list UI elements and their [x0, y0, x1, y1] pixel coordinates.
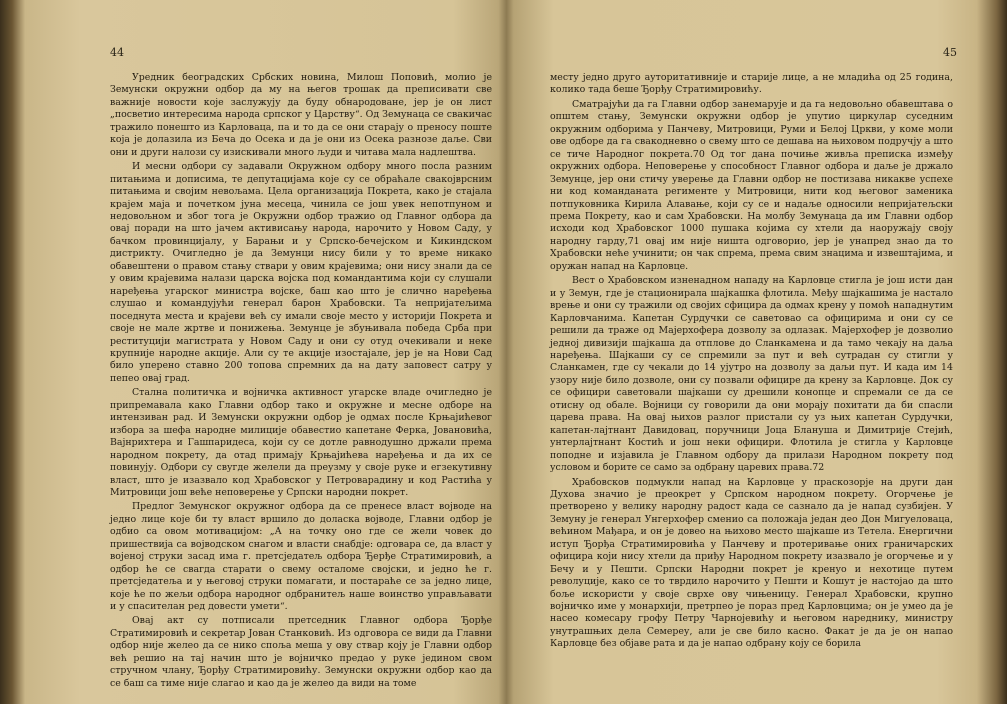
paragraph: И месни одбори су задавали Окружном одбору много посла разним питањима и дописима, те депутацијама које су се обраћале свакојврсним питањима и својим невољама. Цела организација Покрета, како је стајала крајем маја и почетком јуна месеца, чинила се још увек непотпуном и недовољном и због тога је Окружни одбор тражио од Главног одбора да овај поради на што јачем активисању народа, нарочито у Новом Саду, у бачком провинцијалу, у Барањи и у Српско-бечејском и Кикиндском дистрикту. Очигледно је да Земунци нису били у то време никако обавештени о правом стању ствари у овим крајевима; они нису знали да се у овим крајевима налази царска војска под командантима који су слушали наређења угарског министра војске, баш као што је слично наређења слушао и командујући генерал барон Храбовски. Та непријатељима поседнута места и крајеви већ су имали своје место у историји Покрета и своје не мале жртве и понижења. Земунце је збуњивала победа Срба при реституцији магистрата у Новом Саду и они су отуд очекивали и неке крупније народне акције. Али су те акције изостајале, јер је на Нови Сад било уперено ставно 200 топова спремних да на дату заповест сатру у пепео овај град. [110, 161, 492, 384]
paragraph: Уредник београдских Србских новина, Милош Поповић, молио је Земунски окружни одбор да му на његов трошак да преписивати све важније новости које заслужују да буду обнародоване, јер је он лист „посветио интересима народа српског у Царству“. Од Земунаца се свакичас тражило понешто из Карловаца, па и то да се они старају о преносу поште која је долазила из Беча до Осека и да је они из Осека разнозе даље. Сви они и други налози су изискивали много људи и читава мала надлештва. [110, 72, 492, 158]
left-page [0, 0, 503, 704]
paragraph: Предлог Земунског окружног одбора да се пренесе власт војводе на једно лице које би ту власт вршило до доласка војводе, Главни одбор је одбио са овом мотивацијом: „А на точку оно где се жели човек до пришествија са војводском снагом и власти снабдје: одговара се, да власт у војеној струки засад има г. претсједатељ одбора Ђерђе Стратимировић, а одбор ће се свагда старати о свему осталоме својски, и једно ће г. претсједатеља и у његовој струки помагати, и постараће се за једно лице, које ће по жељи одбора народног одбранитељ наше воинство управљавати и у спасителан ред довести умети“. [110, 501, 492, 613]
paragraph: Стална политичка и војничка активност угарске владе очигледно је припремавала како Главни одбор тако и окружне и месне одборе на интензиван рад. И Земунски окружни одбор је одмах после Крњајићевог избора за шефа народне милиције обавестио капетане Феркa, Јовановића, Вајнрихтера и Гашпаридеса, који су се дотле равнодушно држали према народном покрету, да отад примају Крњајићева наређења и да их се повинују. Одбори су свугде желели да преузму у своје руке и егзекутивну власт, што је изазвало код Храбовског у Петроварадину и код Растића у Митровици још веће неповерење у Српски народни покрет. [110, 387, 492, 498]
page-number-left: 44 [110, 46, 124, 59]
left-page-text [110, 72, 492, 690]
page-number-right: 45 [943, 46, 957, 59]
paragraph: Храбовсков подмукли напад на Карловце у праскозорје на други дан Духова значио је преокрет у Српском народном покрету. Огорчење је претворено у велику народну радост када се сазнало да је напад сузбијен. У Земуну је генерал Унгерхофер сменио са положаја један део Дон Мигуеловаца, већином Мађара, и он је довео на њихово место шајкаше из Тетела. Енергични иступ Ђорђа Стратимировића у Панчеву и протеривање оних граничарских официра који нису хтели да приђу Народном покрету изазвало је огорчење и у Бечу и у Пешти. Српски Народни покрет је кренуо и нехотице путем револуције, како се то тврдило нарочито у Пешти и Кошут је настојао да што боље искористи у своје сврхе ову чињеницу. Генерал Храбовски, крупно војничко име у монархији, претрпео је пораз пред Карловцима; он је умео да је насео комесару грофу Петру Чарнојевићу и његовом нареднику, министру унутрашњих дела Семереу, али је све било касно. Факат је да је он напао Карловце без објаве рата и да је напао одбрану коју се борила [550, 476, 953, 650]
paragraph: месту једно друго ауторитативније и старије лице, а не младића од 25 година, колико тада беше Ђорђу Стратимировићу. [550, 72, 953, 96]
paragraph: Вест о Храбовском изненадном нападу на Карловце стигла је још исти дан и у Земун, где је стационирала шајкашка флотила. Међу шајкашима је настало врење и они су тражили од својих сфицира да одмах крену у помоћ нападнутим Карловчанима. Капетан Сурдучки се саветовао са официрима и они су се решили да траже од Мајерхофера дозволу за одлазак. Мајерхофер је дозволио једној дивизији шајкаша да отплове до Сланкамена и да тамо чекају на даља наређења. Шајкаши су се спремили за пут и већ сутрадан су стигли у Сланкамен, где су чекали до 14 ујутро на дозволу за даљи пут. И када им 14 узору није било дозволе, они су позвали официре да крену за Карловце. Док су се официри саветовали шајкаши су дрешили конопце и спремали се да се отисну од обале. Војници су говорили да они морају похитати да би спасли царева права. На овај њихов разлог пристали су уз њих капетан Сурдучки, капетан-лајтнант Давидовац, поручници Јоца Блануша и Димитрије Стејић, унтерлајтнант Костић и још неки официри. Флотила је стигла у Карловце поподне и изјавила је Главном одбору да прилази Народном покрету под условом и борите се само за одбрану царевих права.72 [550, 275, 953, 474]
paragraph: Сматрајући да га Главни одбор занемарује и да га недовољно обавештава о општем стању, Земунски окружни одбор је упутио циркулар суседним окружним одборима у Панчеву, Митровици, Руми и Белој Цркви, у коме моли ове одборе да га свакодневно о свему што се дешава на њиховом подручју а што се тиче Народног покрета.70 Од тог дана почиње живља преписка између окружних одбора. Неповерење у способност Главног одбора и даље је држало Земунце, јер они стичу уверење да Главни одбор не постизава никакве успехе ни код команданата регименте у Митровици, нити код његовог заменика потпуковника Кирила Алавање, који су се и надаље односили непријатељски према Покрету, као и сам Храбовски. На молбу Земунаца да им Главни одбор исходи код Храбовског 1000 пушака којима су хтели да наоружају своју народну гарду,71 овај им није ништа одговорио, јер је унапред знао да то Храбовски неће учинити; он чак спрема, према свим знацима и извештајима, и оружан напад на Карловце. [550, 98, 953, 272]
right-page-text [550, 72, 953, 651]
paragraph: Овај акт су потписали претседник Главног одбора Ђорђе Стратимировић и секретар Јован Станковић. Из одговора се види да Главни одбор није желео да се нико споља меша у ову ствар коју је Главни одбор већ решио на тај начин што је војничко предао у руке једином свом стручном члану, Ђорђу Стратимировићу. Земунски окружни одбор као да се баш са тиме није слагао и као да је желео да види на томе [110, 615, 492, 689]
right-page [503, 0, 1007, 704]
